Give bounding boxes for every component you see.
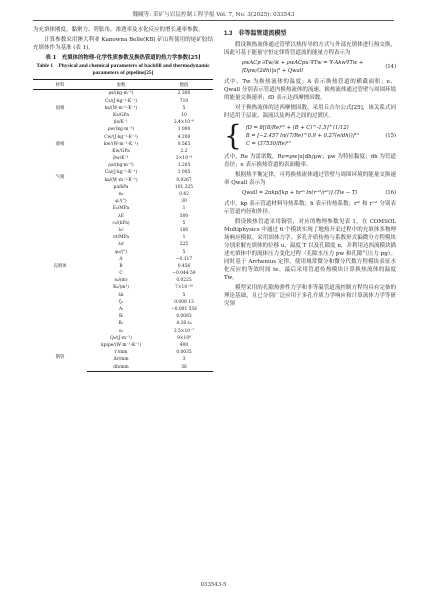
parameter-cell: kw/(W·m⁻¹·K⁻¹): [103, 141, 139, 147]
parameter-cell: φ′/(°): [115, 199, 127, 205]
material-cell: 钢管: [55, 354, 65, 360]
parameter-cell: C: [119, 271, 123, 277]
equation-14-body: ρwACp ∂Tw/∂t + ρwACpu·∇Tw = ∇·Akw∇Tw + fDρw/(2dh)|u|³ + Qwall: [242, 60, 364, 74]
left-paragraph-1: 为充填体刚度、黏聚力、剪胀角、渗透率及水化反应的增长速率参数。: [33, 27, 204, 33]
col-header-value: 数值: [155, 80, 213, 90]
value-cell: 0.456: [177, 263, 191, 269]
parameter-cell: n₀: [118, 192, 124, 198]
parameter-cell: kpipe/(W·m⁻¹·K⁻¹): [100, 342, 142, 348]
value-cell: 1 000: [177, 127, 191, 133]
parameter-cell: ε₀: [118, 328, 124, 334]
table-row: [33, 342, 213, 349]
parameter-cell: s₀/(m): [114, 278, 128, 284]
paragraph-heat-balance: 根据热平衡定律，可将换热流体通过管壁与周围环境的能量交换速率 Qwall 表示为: [224, 172, 396, 186]
equation-16: [224, 189, 396, 197]
material-cell: 液相: [55, 142, 65, 148]
value-cell: 36: [155, 363, 213, 371]
value-cell: 0.42: [179, 192, 189, 198]
parameter-cell: dh/mm: [87, 363, 155, 371]
equation-15-brace: {: [224, 119, 242, 152]
parameter-cell: Ks/GPa: [113, 112, 129, 118]
equation-15: [224, 119, 396, 152]
parameter-cell: ka/(W·m⁻¹·K⁻¹): [104, 177, 138, 183]
value-cell: −0.001 556: [170, 307, 198, 313]
value-cell: 5: [182, 105, 186, 111]
section-title: 1.3 非等温管道流模型: [224, 31, 287, 37]
parameter-cell: Cs/(J·kg⁻¹·K⁻¹): [105, 98, 137, 104]
equation-14: [224, 59, 396, 75]
value-cell: 400: [179, 342, 189, 348]
value-cell: 4.26 ε₀: [176, 321, 192, 327]
parameter-cell: λk: [118, 292, 124, 298]
left-column: [33, 26, 213, 372]
parameter-cell: ψ₀/(°): [114, 249, 128, 255]
table-row: [33, 162, 213, 169]
parameter-cell: λσ: [118, 242, 124, 248]
parameter-cell: ρw/(kg·m⁻³): [107, 127, 135, 133]
value-cell: 1.205: [177, 163, 191, 169]
parameter-cell: ρs/(kg·m⁻³): [108, 91, 134, 97]
parameter-cell: A: [119, 256, 123, 262]
parameter-cell: ks/(W·m⁻¹·K⁻¹): [104, 105, 138, 111]
table-body: [33, 90, 213, 371]
value-cell: 4 200: [177, 134, 191, 140]
value-cell: 0.565: [177, 141, 191, 147]
value-cell: 0.0267: [176, 177, 192, 183]
parameter-cell: Q₀/(J·m⁻³): [110, 335, 132, 341]
material-cell: 气相: [55, 174, 65, 180]
table-caption-cn: 表 1 充填体的物理-化学性质参数及换热管道的热力学参数[25]: [45, 55, 201, 61]
table-row: [33, 90, 213, 98]
value-cell: 0.0035: [176, 350, 192, 356]
value-cell: 7×10⁻¹⁸: [175, 285, 193, 291]
value-cell: 0.0083: [176, 314, 192, 320]
parameter-cell: B: [119, 263, 123, 269]
value-cell: −0.044 59: [172, 271, 196, 277]
value-cell: 5: [182, 292, 186, 298]
value-cell: 5: [182, 249, 186, 255]
parameter-table: [33, 79, 213, 371]
value-cell: 30: [181, 199, 187, 205]
parameter-cell: βw/K⁻¹: [113, 156, 129, 162]
parameter-cell: Bₙ: [118, 321, 124, 327]
value-cell: 2.2: [180, 148, 188, 154]
value-cell: 100: [179, 227, 189, 233]
paragraph-eq15-notation: 式中，Re 为雷诺数，Re=ρw|u|dh/μw；μw 为特征黏度；dh 为管道直径；e 表示换热管道的表面糙率。: [224, 154, 396, 168]
value-cell: −0.117: [175, 256, 193, 262]
parameter-cell: βs/K⁻¹: [114, 120, 128, 126]
equation-15-number: (15): [385, 133, 396, 139]
parameter-cell: Ca/(J·kg⁻¹·K⁻¹): [104, 170, 138, 176]
parameter-cell: Kw/GPa: [112, 148, 130, 154]
parameter-cell: c₀/(kPa): [112, 220, 130, 226]
equation-16-number: (16): [385, 190, 396, 196]
col-header-material: 材料: [33, 80, 87, 90]
parameter-cell: E₀/MPa: [112, 206, 130, 212]
value-cell: 5: [182, 220, 186, 226]
paragraph-eq16-notation: 式中，kp 表示管道材料导热系数；h 表示传热系数；rⁱⁿ 和 rᵒᵘᵗ 分别表示管道内径和外径。: [224, 201, 396, 215]
value-cell: 9×10⁸: [177, 335, 191, 341]
parameter-cell: ρa/(kg·m⁻³): [108, 163, 134, 169]
value-cell: 1: [182, 235, 186, 241]
parameter-cell: λE: [118, 213, 124, 219]
value-cell: 101.325: [174, 184, 194, 190]
value-cell: 0.0225: [176, 278, 192, 284]
equation-14-number: (14): [385, 64, 396, 70]
parameter-cell: pa/kPa: [113, 184, 129, 190]
value-cell: 2×10⁻⁴: [175, 156, 193, 162]
paragraph-model-basis: 模型采用的孔隙热弹性力学和非等温管道流控制方程均具有完备的理论基础，且已分别广泛应用于多孔介质力学响应和计算流体力学等研究领: [224, 285, 396, 307]
value-cell: 10: [181, 112, 187, 118]
parameter-cell: K₀/(m²): [113, 285, 129, 291]
equation-15-line-a: fD = 8[(8/Re)¹² + (B + C)^-1.5]^(1/12): [245, 125, 349, 131]
parameter-cell: λc: [118, 227, 124, 233]
parameter-cell: r′/mm: [114, 350, 128, 356]
page-number: 033543-5: [200, 582, 227, 588]
paragraph-comsol: 假设换热管道采用铜管，对应的物理参数见表 1。在 COMSOL Multiphysics 中通过 6 个模块实现了地热开采过程中的充填体多物理场响应模拟。采用固体力学、多孔介质传热与系数形式偏微分方程模块分别求解充填体的位移 u、温度 T 以及孔隙度 n，并利用达西流模块描述充填体中的流体压力变化过程（孔隙水压力 pw 和孔隙气压力 pg）。同时基于 Arrhenius 定律，使用域常微分和微分代数方程模块表征水化反应的等效时间 te。最后采用管道传热模块计算换热流体的温度 Tw。: [224, 219, 396, 281]
right-column: [224, 26, 396, 310]
value-cell: 3: [182, 357, 186, 363]
value-cell: 0.008 13: [174, 299, 194, 305]
parameter-cell: Bᵢ: [118, 314, 124, 320]
value-cell: 300: [179, 213, 189, 219]
value-cell: 225: [179, 242, 189, 248]
value-cell: 710: [179, 98, 189, 104]
paragraph-pipe-flow: 假设换热流体通过管壁以热传导的方式与外部充填体进行热交换，因此可基于能量守恒定律将管道流的能量方程表示为: [224, 42, 396, 56]
parameter-cell: σt/MPa: [112, 235, 130, 241]
value-cell: 2.5×10⁻⁷: [173, 328, 195, 334]
paragraph-churchill: 对于换热流体的达西摩擦因数，采用丘吉尔公式[25]，该关系式同时适用于层流、湍流以及两者之间的过渡区。: [224, 105, 396, 119]
material-cell: 固相: [55, 106, 65, 112]
left-paragraph-2: 计算参数采用澳大利亚 Kanowna Belle(KB) 矿山所使用的尾矿胶结充填体作为基准 (表 1)。: [33, 37, 213, 51]
equation-16-body: Qwall = 2πkp/[kp + hrⁱⁿ ln(rᵒᵘᵗ/rⁱⁿ)] (Tw − T): [242, 190, 358, 196]
running-header: 魏曦等: 采矿与岩层控制工程学报 Vol. 7, No. 3(2025): 033543: [132, 12, 295, 18]
material-cell: 充填体: [53, 264, 67, 270]
equation-15-line-b: B = [−2.457 ln((7/Re)^0.9 + 0.27(e/dh))]¹⁶: [245, 133, 359, 139]
table-caption-en: Table 1 Physical and chemical parameters of backfill and thermodynamic parameters of pipeline[25]: [36, 62, 210, 76]
paragraph-eq14-notation: 式中，Tw 为换热流体的温度；A 表示换热管道的横截面积；u、Qwall 分别表示管道内换热流体的流速、换热流体通过管壁与周围环境的能量交换速率；fD 表示达西摩擦因数。: [224, 79, 396, 101]
table-row: [33, 191, 213, 198]
parameter-cell: Aᵢ: [118, 307, 124, 313]
parameter-cell: Cw/(J·kg⁻¹·K⁻¹): [104, 134, 138, 140]
col-header-parameter: 参数: [87, 80, 155, 90]
parameter-cell: ζ₀: [118, 299, 124, 305]
header-rule: [33, 20, 394, 21]
value-cell: 2 300: [177, 91, 191, 97]
value-cell: 1: [182, 206, 186, 212]
equation-15-line-c: C = (37530/Re)¹⁶: [245, 141, 291, 147]
value-cell: 1 005: [177, 170, 191, 176]
table-row: [33, 126, 213, 133]
parameter-cell: Δr/mm: [113, 357, 129, 363]
value-cell: 2.4×10⁻⁶: [173, 120, 195, 126]
